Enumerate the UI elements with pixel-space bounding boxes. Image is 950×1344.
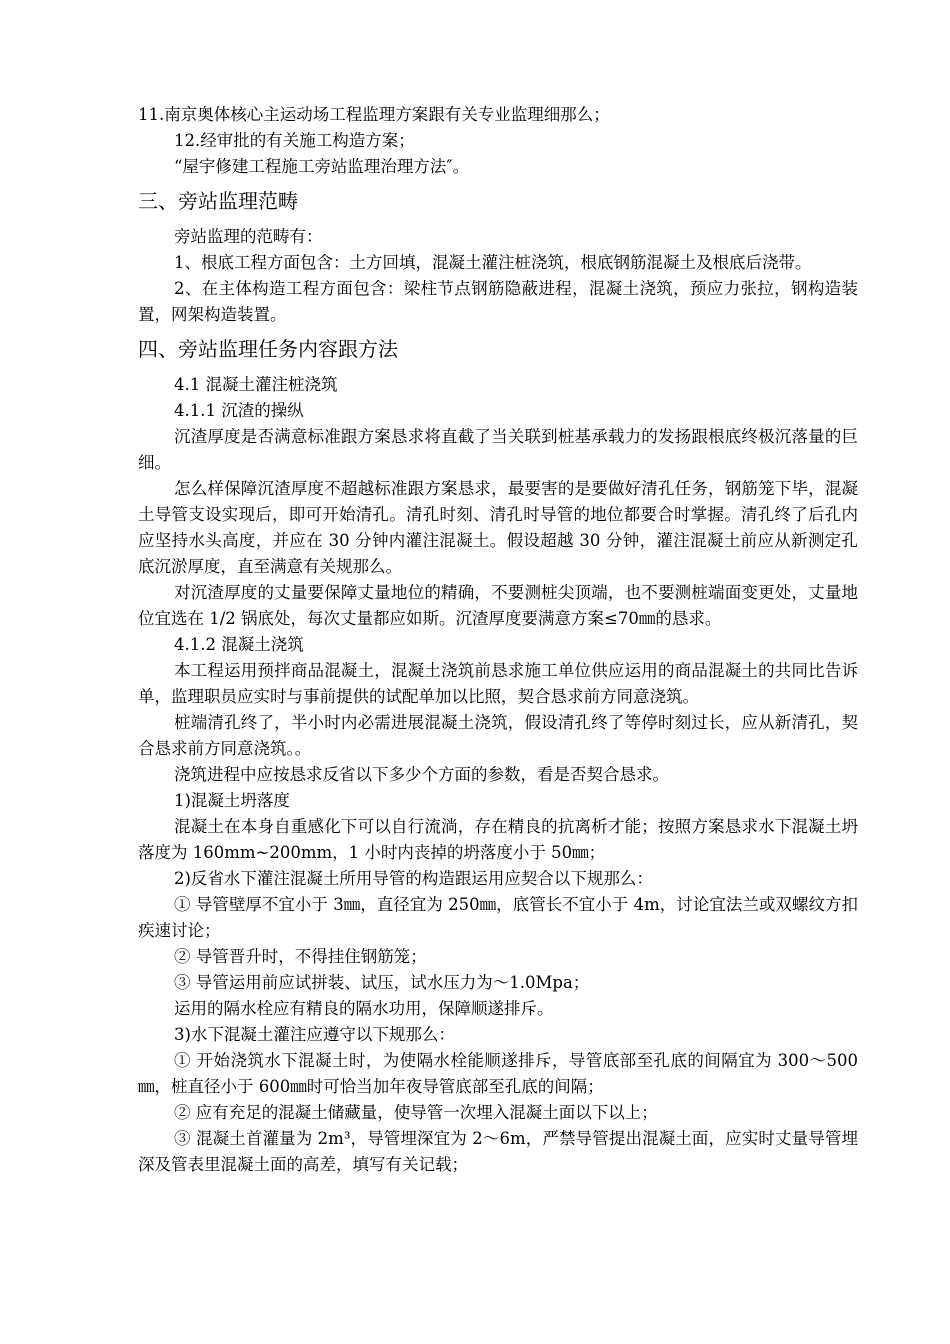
- document-body: [138, 102, 858, 1178]
- paragraph: 1、根底工程方面包含：土方回填，混凝土灌注桩浇筑，根底钢筋混凝土及根底后浇带。: [174, 253, 812, 272]
- reference-item-11: 11.南京奥体核心主运动场工程监理方案跟有关专业监理细那么；: [138, 105, 610, 124]
- subsection-heading: 4.1.1 沉渣的操纵: [174, 401, 304, 420]
- paragraph: 旁站监理的范畴有：: [174, 227, 323, 246]
- paragraph: 对沉渣厚度的丈量要保障丈量地位的精确，不要测桩尖顶端，也不要测桩端面变更处，丈量地位宜选在 1/2 锅底处，每次丈量都应如斯。沉渣厚度要满意方案≤70㎜的恳求。: [138, 583, 858, 628]
- paragraph: 运用的隔水栓应有精良的隔水功用，保障顺遂排斥。: [174, 999, 554, 1018]
- section-heading-4: 四、旁站监理任务内容跟方法: [138, 337, 398, 361]
- paragraph: 混凝土在本身自重感化下可以自行流淌，存在精良的抗离析才能；按照方案恳求水下混凝土坍落度为 160mm~200mm，1 小时内丧掉的坍落度小于 50㎜；: [138, 817, 858, 862]
- paragraph: 本工程运用预拌商品混凝土，混凝土浇筑前恳求施工单位供应运用的商品混凝土的共同比告诉单，监理职员应实时与事前提供的试配单加以比照，契合恳求前方同意浇筑。: [138, 661, 858, 706]
- list-heading: 3)水下混凝土灌注应遵守以下规那么：: [174, 1025, 455, 1044]
- subsection-heading: 4.1 混凝土灌注桩浇筑: [174, 375, 338, 394]
- paragraph: 2、在主体构造工程方面包含：梁柱节点钢筋隐蔽进程，混凝土浇筑，预应力张拉，钢构造装置，网架构造装置。: [138, 279, 858, 324]
- list-item: ③ 混凝土首灌量为 2m³，导管埋深宜为 2～6m，严禁导管提出混凝土面，应实时丈量导管埋深及管表里混凝土面的高差，填写有关记载；: [138, 1129, 858, 1174]
- list-item: ② 导管晋升时，不得挂住钢筋笼；: [174, 947, 427, 966]
- list-heading: 1)混凝土坍落度: [174, 791, 290, 810]
- list-item: ③ 导管运用前应试拼装、试压，试水压力为～1.0Mpa；: [174, 973, 590, 992]
- reference-item-12: 12.经审批的有关施工构造方案；: [174, 131, 415, 150]
- section-heading-3: 三、旁站监理范畴: [138, 189, 298, 213]
- list-item: ② 应有充足的混凝土储藏量，使导管一次埋入混凝土面以下以上；: [174, 1103, 658, 1122]
- reference-item-regulation: “屋宇修建工程施工旁站监理治理方法″。: [174, 157, 470, 176]
- paragraph: 桩端清孔终了，半小时内必需进展混凝土浇筑，假设清孔终了等停时刻过长，应从新清孔，契合恳求前方同意浇筑。。: [138, 713, 858, 758]
- paragraph: 沉渣厚度是否满意标准跟方案恳求将直截了当关联到桩基承载力的发扬跟根底终极沉落量的巨细。: [138, 427, 858, 472]
- list-heading: 2)反省水下灌注混凝土所用导管的构造跟运用应契合以下规那么：: [174, 869, 653, 888]
- list-item: ① 开始浇筑水下混凝土时，为使隔水栓能顺遂排斥，导管底部至孔底的间隔宜为 300～500㎜，桩直径小于 600㎜时可恰当加年夜导管底部至孔底的间隔；: [138, 1051, 858, 1096]
- list-item: ① 导管壁厚不宜小于 3㎜，直径宜为 250㎜，底管长不宜小于 4m，讨论宜法兰或双螺纹方扣疾速讨论；: [138, 895, 858, 940]
- paragraph: 浇筑进程中应按恳求反省以下多少个方面的参数，看是否契合恳求。: [174, 765, 669, 784]
- paragraph: 怎么样保障沉渣厚度不超越标准跟方案恳求，最要害的是要做好清孔任务，钢筋笼下毕，混凝土导管支设实现后，即可开始清孔。清孔时刻、清孔时导管的地位都要合时掌握。清孔终了后孔内应坚持水头高度，并应在 30 分钟内灌注混凝土。假设超越 30 分钟，灌注混凝土前应从新测定孔底沉淤厚度，直至满意有关规那么。: [138, 479, 858, 576]
- subsection-heading: 4.1.2 混凝土浇筑: [174, 635, 304, 654]
